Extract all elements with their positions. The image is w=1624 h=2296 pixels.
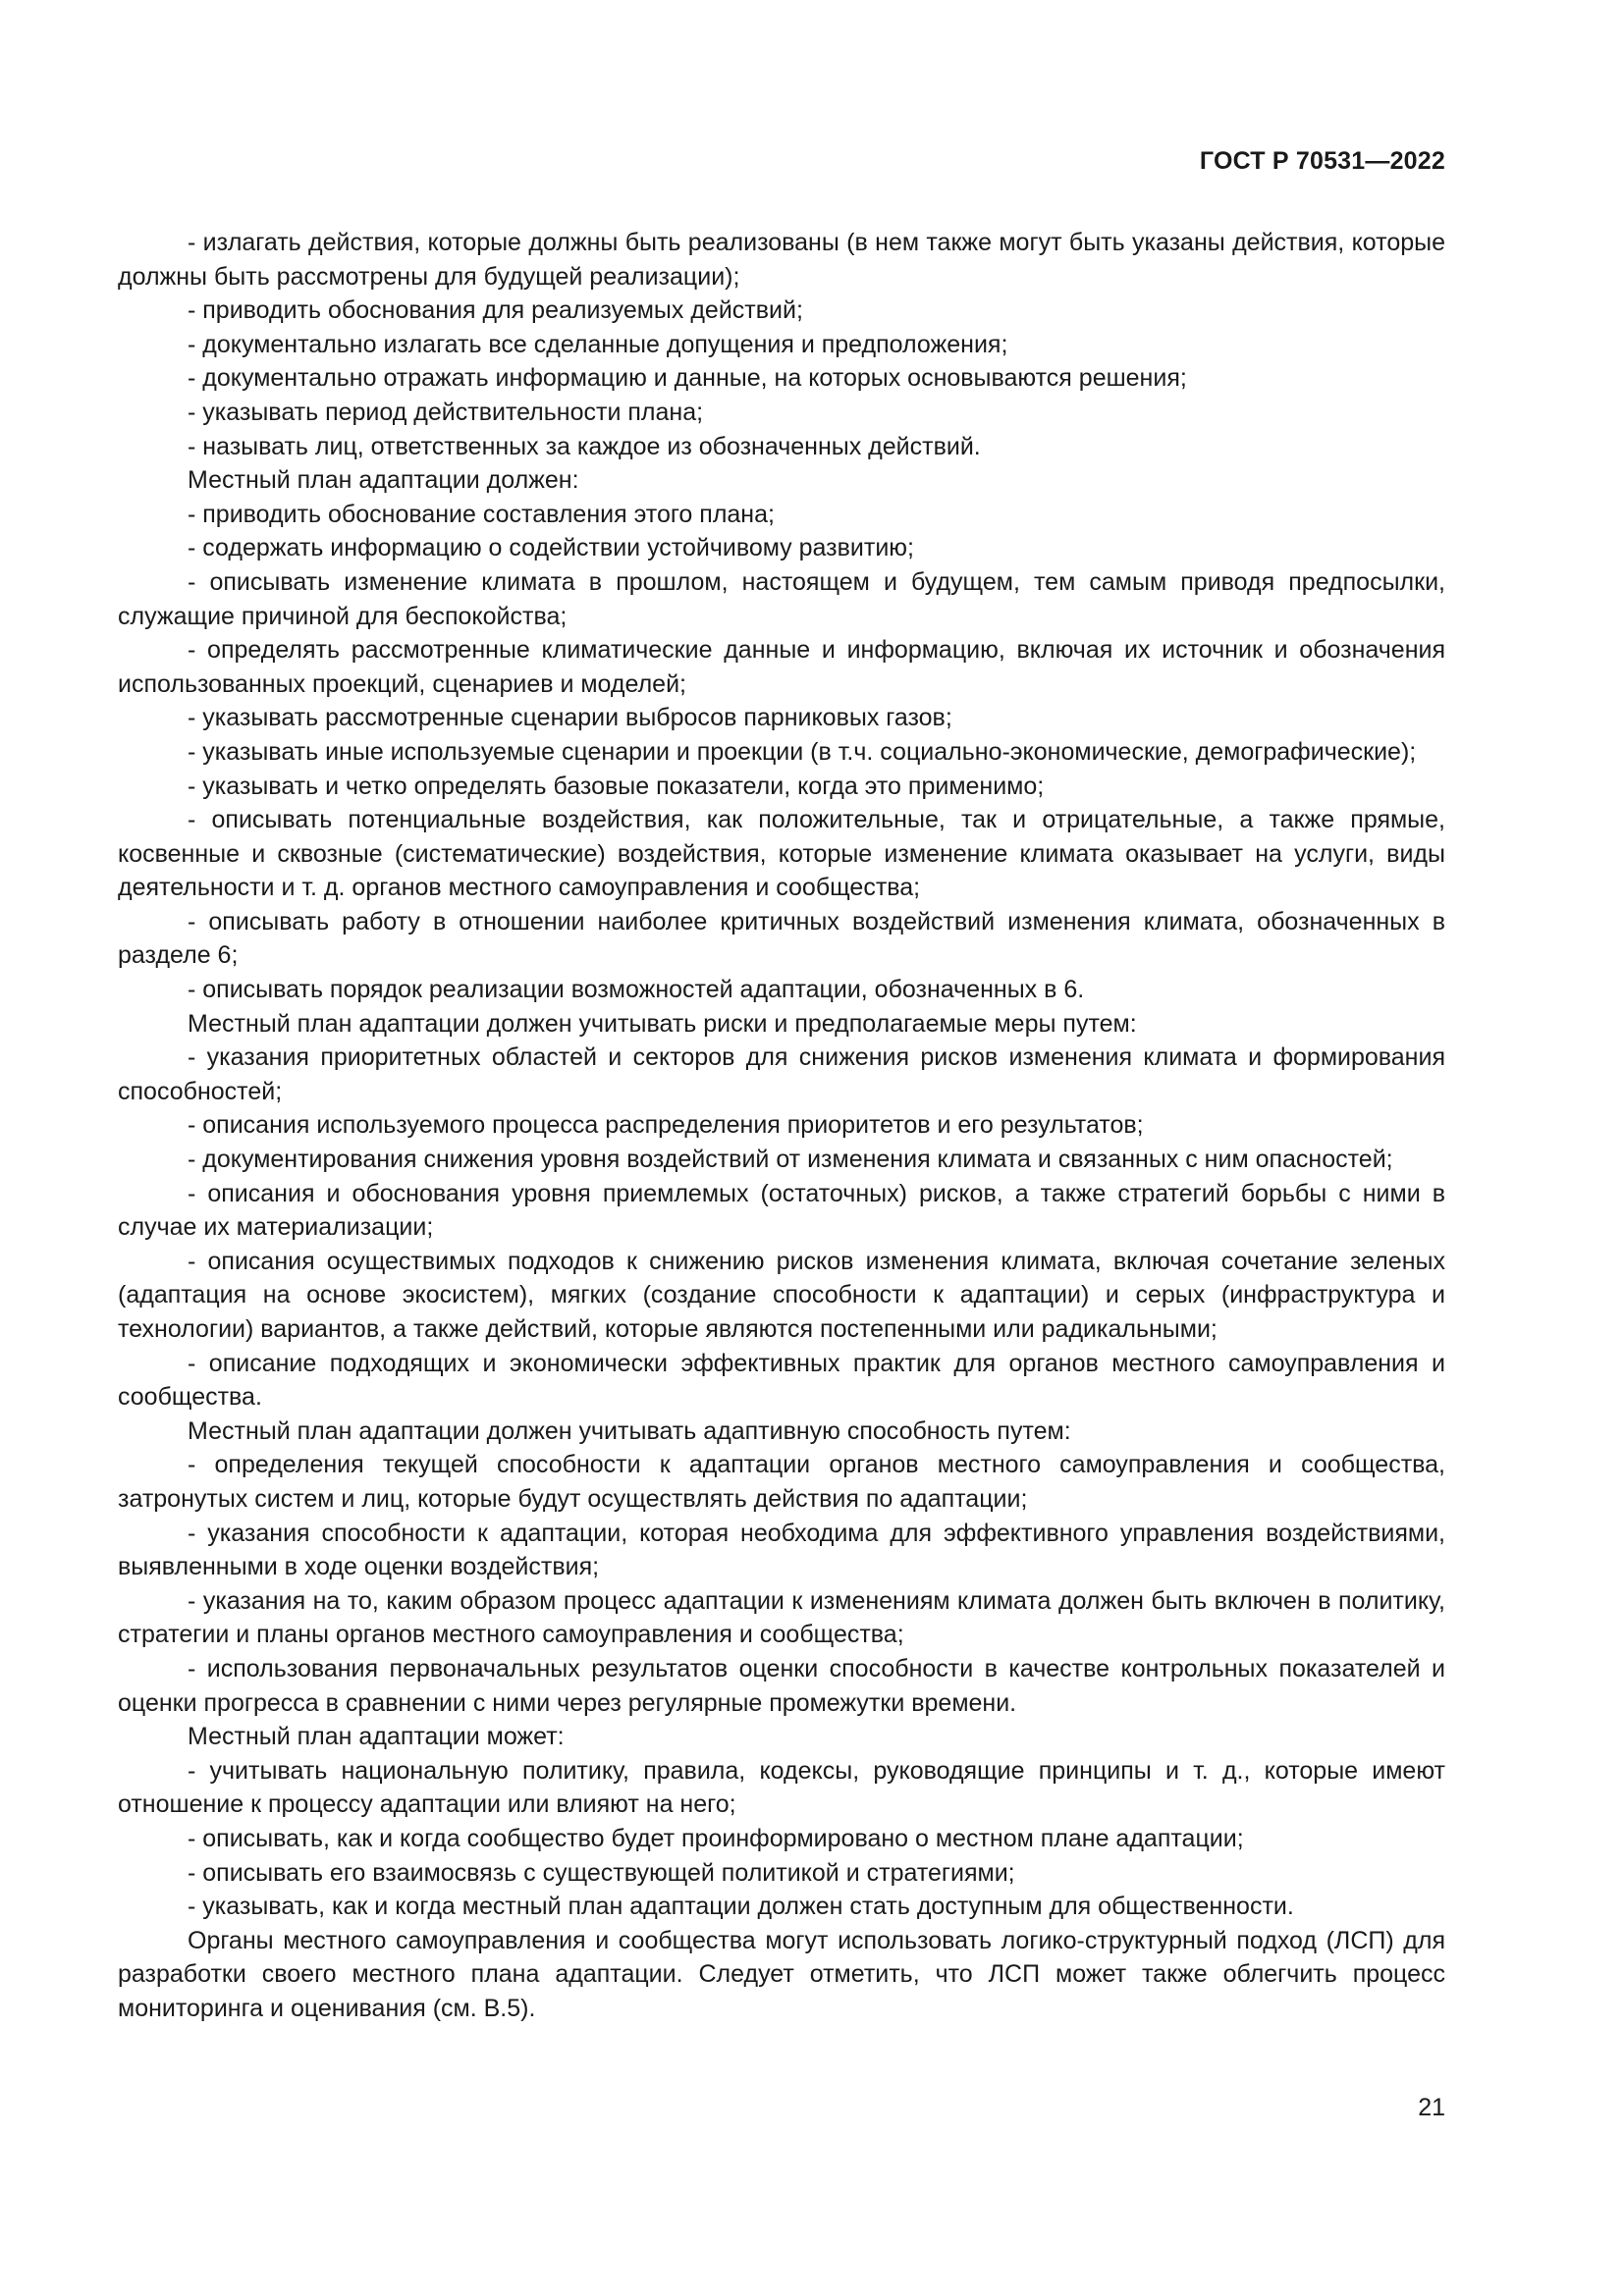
paragraph-12: - указывать рассмотренные сценарии выбросов парниковых газов; [188,704,952,732]
paragraph-15: - описывать потенциальные воздействия, как положительные, так и отрицательные, а также прямые, косвенные и сквозные (систематические) воздействия, которые изменение климата оказывает на услуги, виды деятельности и т. д. органов местного самоуправления и сообщества; [118,806,1445,902]
paragraph-6: - называть лиц, ответственных за каждое из обозначенных действий. [188,432,981,460]
page-number: 21 [1418,2094,1445,2121]
paragraph-34: - указывать, как и когда местный план адаптации должен стать доступным для общественности. [188,1893,1294,1921]
paragraph-3: - документально излагать все сделанные допущения и предположения; [188,330,1008,358]
paragraph-11: - определять рассмотренные климатические данные и информацию, включая их источник и обозначения использованных проекций, сценариев и моделей; [118,636,1445,698]
paragraph-25: Местный план адаптации должен учитывать адаптивную способность путем: [188,1416,1071,1445]
paragraph-18: Местный план адаптации должен учитывать риски и предполагаемые меры путем: [188,1009,1137,1038]
paragraph-14: - указывать и четко определять базовые показатели, когда это применимо; [188,772,1045,800]
paragraph-5: - указывать период действительности плана; [188,398,704,426]
paragraph-8: - приводить обоснование составления этого плана; [188,500,775,528]
document-body [118,226,1445,2025]
paragraph-33: - описывать его взаимосвязь с существующей политикой и стратегиями; [188,1858,1015,1887]
paragraph-28: - указания на то, каким образом процесс адаптации к изменениям климата должен быть включен в политику, стратегии и планы органов местного самоуправления и сообщества; [118,1586,1445,1649]
paragraph-35: Органы местного самоуправления и сообщества могут использовать логико-структурный подход (ЛСП) для разработки своего местного плана адаптации. Следует отметить, что ЛСП может также облегчить процесс мониторинга и оценивания (см. В.5). [118,1926,1445,2022]
paragraph-13: - указывать иные используемые сценарии и проекции (в т.ч. социально-экономические, демографические); [188,737,1417,766]
paragraph-20: - описания используемого процесса распределения приоритетов и его результатов; [188,1111,1144,1140]
paragraph-22: - описания и обоснования уровня приемлемых (остаточных) рисков, а также стратегий борьбы с ними в случае их материализации; [118,1179,1445,1242]
paragraph-10: - описывать изменение климата в прошлом, настоящем и будущем, тем самым приводя предпосылки, служащие причиной для беспокойства; [118,567,1445,630]
paragraph-2: - приводить обоснования для реализуемых действий; [188,296,803,325]
paragraph-21: - документирования снижения уровня воздействий от изменения климата и связанных с ним опасностей; [188,1146,1393,1174]
paragraph-9: - содержать информацию о содействии устойчивому развитию; [188,534,914,562]
paragraph-30: Местный план адаптации может: [188,1723,565,1751]
paragraph-7: Местный план адаптации должен: [188,466,579,495]
paragraph-27: - указания способности к адаптации, которая необходима для эффективного управления воздействиями, выявленными в ходе оценки воздействия; [118,1519,1445,1581]
paragraph-23: - описания осуществимых подходов к снижению рисков изменения климата, включая сочетание зеленых (адаптация на основе экосистем), мягких (создание способности к адаптации) и серых (инфраструктура и технологии) вариантов, а также действий, которые являются постепенными или радикальными; [118,1247,1445,1343]
paragraph-4: - документально отражать информацию и данные, на которых основываются решения; [188,364,1187,393]
paragraph-31: - учитывать национальную политику, правила, кодексы, руководящие принципы и т. д., которые имеют отношение к процессу адаптации или влияют на него; [118,1756,1445,1819]
paragraph-16: - описывать работу в отношении наиболее критичных воздействий изменения климата, обозначенных в разделе 6; [118,907,1445,970]
paragraph-26: - определения текущей способности к адаптации органов местного самоуправления и сообщества, затронутых систем и лиц, которые будут осуществлять действия по адаптации; [118,1451,1445,1513]
paragraph-29: - использования первоначальных результатов оценки способности в качестве контрольных показателей и оценки прогресса в сравнении с ними через регулярные промежутки времени. [118,1654,1445,1717]
paragraph-17: - описывать порядок реализации возможностей адаптации, обозначенных в 6. [188,976,1085,1004]
paragraph-24: - описание подходящих и экономически эффективных практик для органов местного самоуправления и сообщества. [118,1349,1445,1412]
paragraph-19: - указания приоритетных областей и секторов для снижения рисков изменения климата и формирования способностей; [118,1043,1445,1105]
document-number-header: ГОСТ Р 70531—2022 [1199,147,1445,175]
paragraph-1: - излагать действия, которые должны быть реализованы (в нем также могут быть указаны действия, которые должны быть рассмотрены для будущей реализации); [118,229,1445,291]
paragraph-32: - описывать, как и когда сообщество будет проинформировано о местном плане адаптации; [188,1824,1244,1852]
